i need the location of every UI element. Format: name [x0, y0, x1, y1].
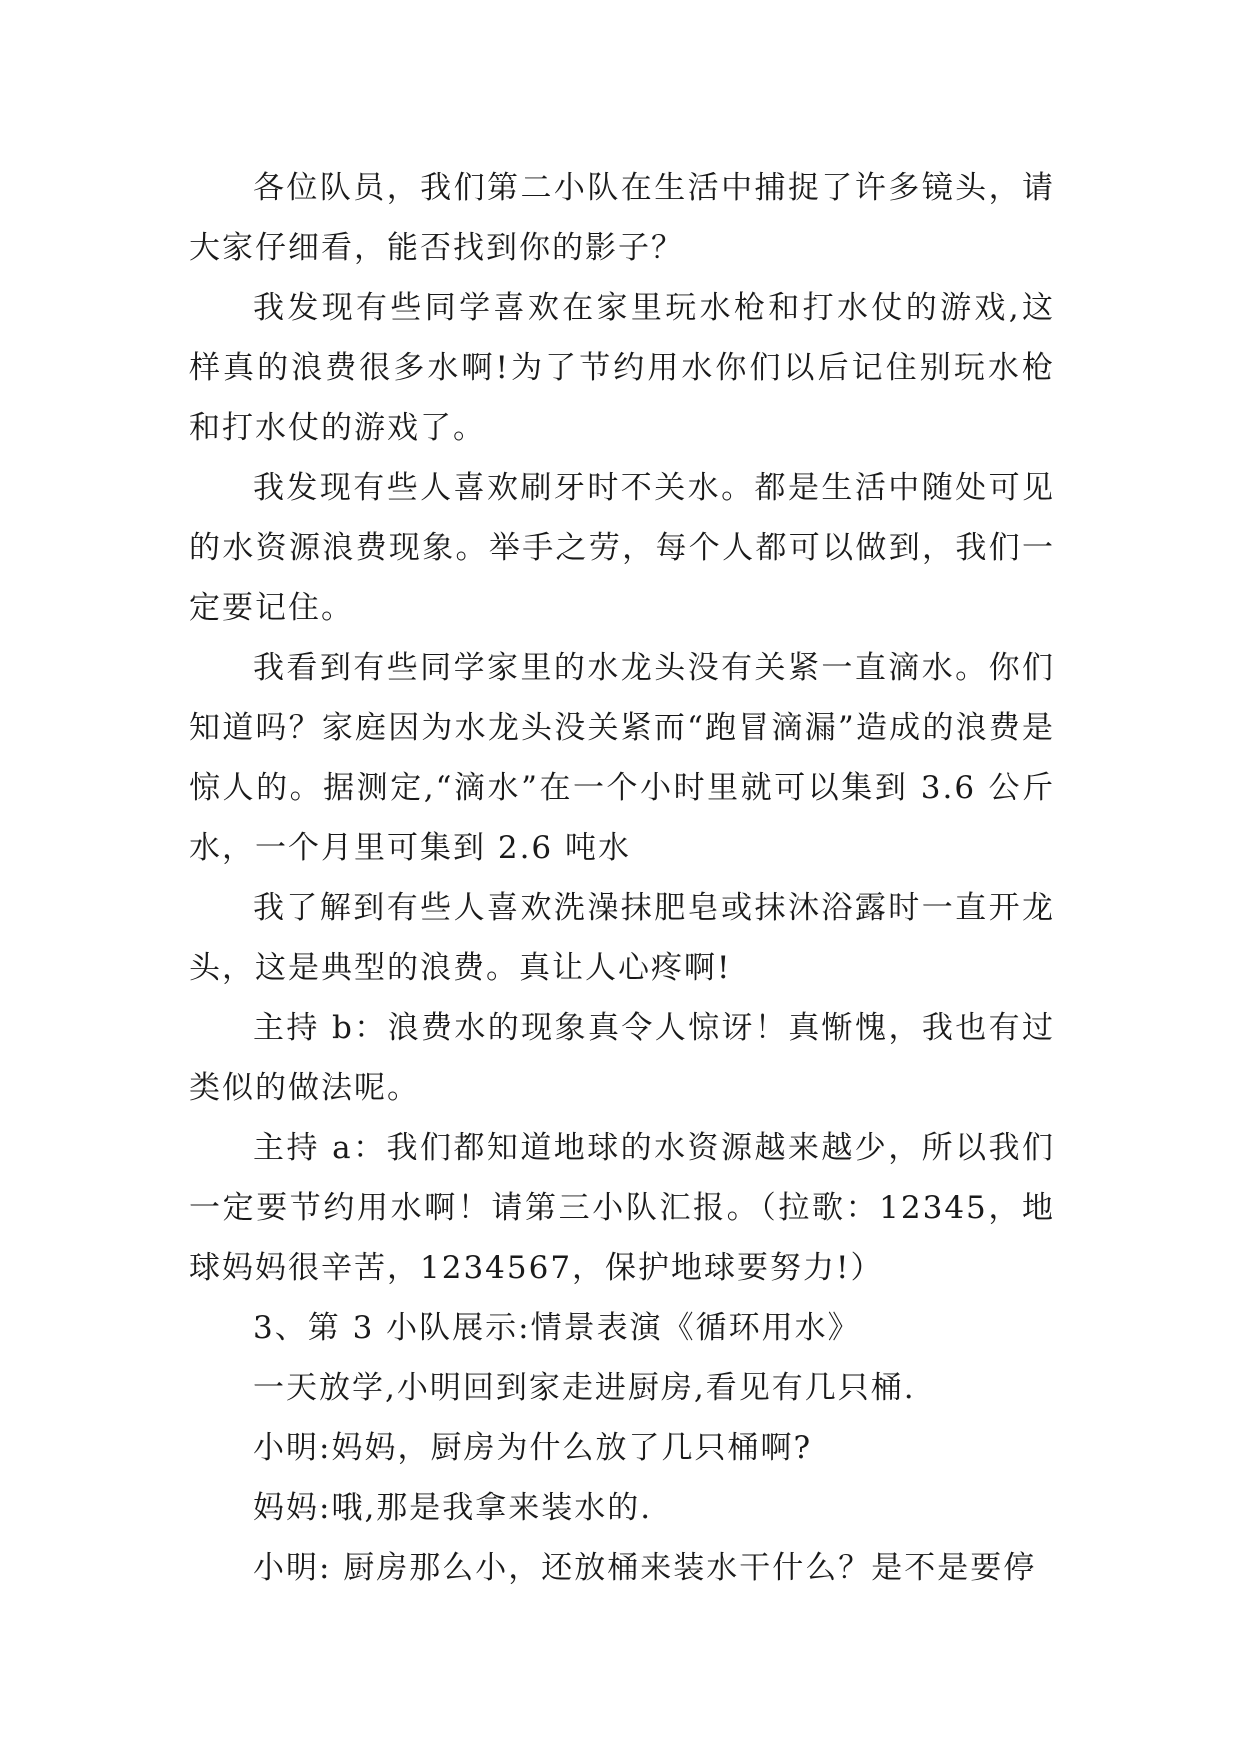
paragraph-water-gun: 我发现有些同学喜欢在家里玩水枪和打水仗的游戏,这样真的浪费很多水啊!为了节约用水你们以后记住别玩水枪和打水仗的游戏了。 [189, 290, 1055, 446]
paragraph-xiaoming-followup: 小明: 厨房那么小，还放桶来装水干什么？是不是要停 [253, 1550, 1037, 1586]
paragraph-host-b: 主持 b：浪费水的现象真令人惊讶！真惭愧，我也有过类似的做法呢。 [189, 1010, 1055, 1106]
paragraph-host-a: 主持 a：我们都知道地球的水资源越来越少，所以我们一定要节约用水啊！请第三小队汇报。（拉歌：12345，地球妈妈很辛苦，1234567，保护地球要努力!） [189, 1130, 1055, 1286]
paragraph-dripping-tap: 我看到有些同学家里的水龙头没有关紧一直滴水。你们知道吗？家庭因为水龙头没关紧而“跑冒滴漏”造成的浪费是惊人的。据测定,“滴水”在一个小时里就可以集到 3.6 公斤水，一个月里可集到 2.6 吨水 [189, 650, 1055, 866]
document-body [189, 158, 1055, 1598]
paragraph-xiaoming-question: 小明:妈妈，厨房为什么放了几只桶啊? [253, 1430, 813, 1466]
paragraph-team-two-intro: 各位队员，我们第二小队在生活中捕捉了许多镜头，请大家仔细看，能否找到你的影子？ [189, 170, 1055, 266]
paragraph-shower: 我了解到有些人喜欢洗澡抹肥皂或抹沐浴露时一直开龙头，这是典型的浪费。真让人心疼啊! [189, 890, 1055, 986]
paragraph-team-three-heading: 3、第 3 小队展示:情景表演《循环用水》 [253, 1310, 861, 1346]
paragraph-scene-intro: 一天放学,小明回到家走进厨房,看见有几只桶. [253, 1370, 916, 1406]
paragraph-brushing-teeth: 我发现有些人喜欢刷牙时不关水。都是生活中随处可见的水资源浪费现象。举手之劳，每个人都可以做到，我们一定要记住。 [189, 470, 1055, 626]
paragraph-mother-answer: 妈妈:哦,那是我拿来装水的. [253, 1490, 653, 1526]
